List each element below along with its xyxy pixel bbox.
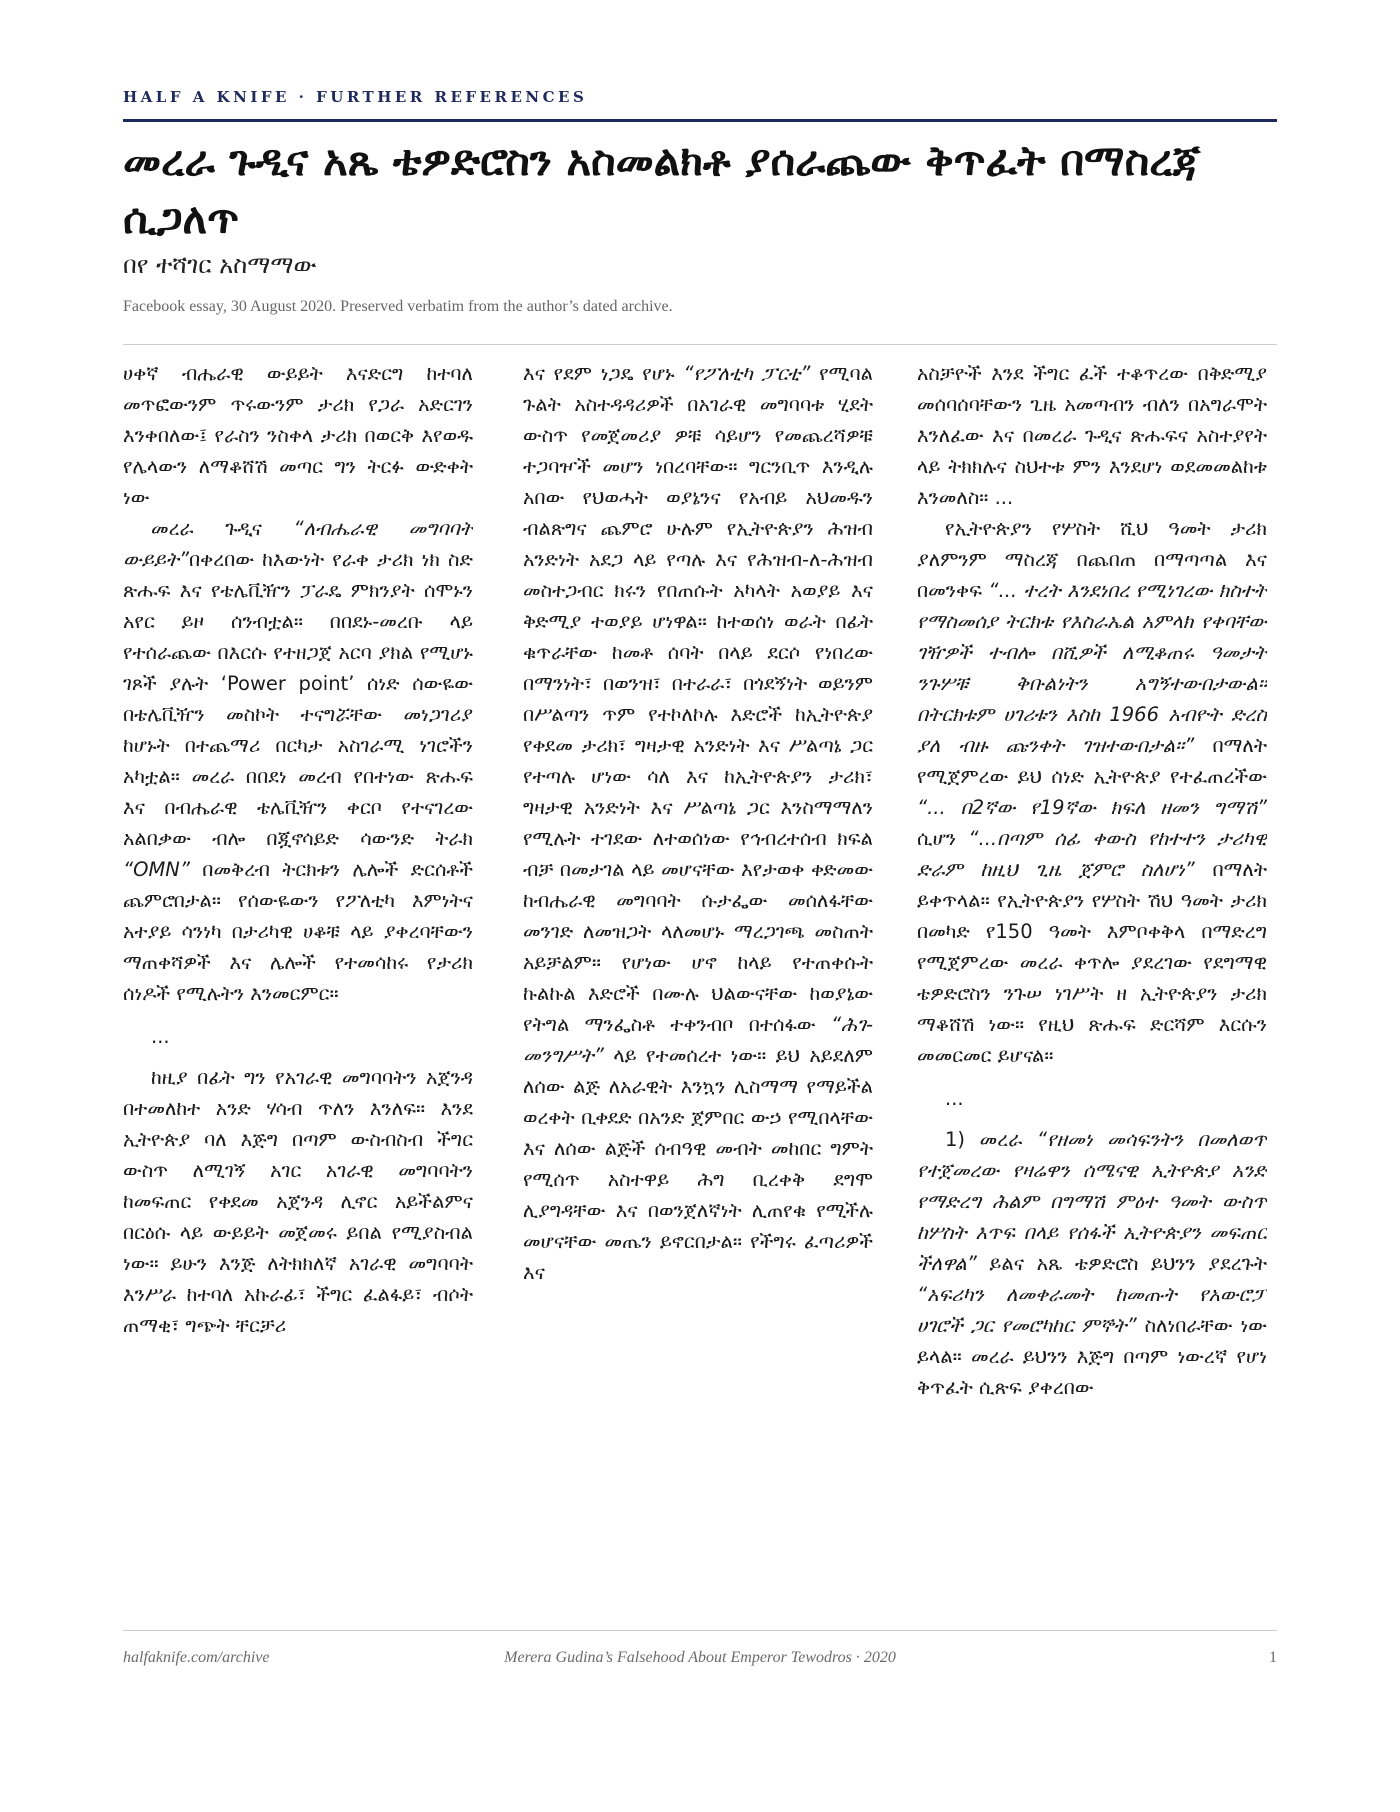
quote: “አፍሪካን ለመቀራመት ከመጡት የአውሮፓ ሀገሮች ጋር የመሮካከር ምኞት” [917,1283,1267,1337]
quote: “...በጣም ሰፊ ቀውስ የከተተን ታሪካዊ ድራም ከዚህ ጊዜ ጀምሮ ስለሆነ” [917,827,1267,881]
text-run: መረራ ጉዲና [151,517,294,540]
quote: “... በ2ኛው የ19ኛው ክፍለ ዘመን ግማሽ” [917,796,1267,819]
paragraph [123,513,473,1009]
kicker-rule [123,119,1277,122]
text-run: እና የደም ነጋዴ የሆኑ [523,362,684,385]
quote: “... ተረት እንደነበረ የሚነገረው ክስተት የማስመሰያ ትርክቱ የእስራኤል አምላክ የቀባቸው ገዥዎች ተብሎ በሺዎች ለሚቆጠሩ ዓመታት ንጉሦቹ ቅቡልነትን አግኝተውበታውል። በትርክቱም ሀገሪቱን እስከ 1966 አብዮት ድረስ ያለ ብዙ ጩንቀት ገዝተውበታል።” [917,579,1267,757]
quote: “የፖለቲካ ፓርቲ” [683,362,811,385]
paragraph: ሀቀኛ ብሔራዊ ውይይት እናድርግ ከተባለ መጥፎውንም ጥሩውንም ታሪክ የጋራ አድርገን እንቀበለው፤ የራስን ንስቀላ ታሪክ በወርቅ እየወዱ የሌላውን ለማቆሸሽ መጣር ግን ትርፉ ውድቀት ነው [123,362,473,509]
paragraph [917,513,1267,1071]
text-column-1 [123,358,473,1588]
paragraph: አስቻዮች እንደ ችግር ፈች ተቆጥረው በቅድሚያ መሰባሰባቸውን ጊዜ አመጣብን ብለን በአግራሞት እንለፈው እና በመረራ ጉዲና ጽሑፍና አስተያየት ላይ ትክክሉና ስህተቱ ምን እንደሆነ ወደመመልከቱ እንመለስ። ... [917,362,1267,509]
section-kicker: HALF A KNIFE · FURTHER REFERENCES [123,88,588,106]
page-number: 1 [1269,1649,1277,1666]
text-run: ላይ የተመሰረተ ነው። ይህ አይደለም ለሰው ልጅ ለአራዊት እንኳን ሊስማማ የማይችል ወረቀት ቢቀደድ በአንድ ጀምበር ውኃ የሚበላቸው እና ለሰው ልጅች ሰብዓዊ መብት መከበር ግምት የሚሰጥ አስተዋይ ሕግ ቢረቀቅ ደግሞ ሊያግዳቸው እና በወንጀለኛነት ሊጠየቁ የሚችሉ መሆናቸው መጤን ይኖርበታል። የችግሩ ፈጣሪዎች እና [523,1044,873,1284]
footer-running-title: Merera Gudina’s Falsehood About Emperor Tewodros · 2020 [504,1649,896,1666]
text-run: በማለት ይቀጥላል። የኢትዮጵያን የሦስት ሽህ ዓመት ታሪክ በመካድ የ150 ዓመት እምቦቀቅላ በማድረግ የሚጀምረው መረራ ቀጥሎ ያደረገው የደግማዊ ቴዎድሮስን ንጉሠ ነገሥት ዘ ኢትዮጵያን ታሪክ ማቆሸሽ ነው። የዚህ ጽሑፍ ድርሻም እርሱን መመርመር ይሆናል። [917,858,1267,1067]
text-run: በማለት የሚጀምረው ይህ ሰነድ ኢትዮጵያ የተፈጠረችው [917,734,1267,788]
quote: “የዘመነ መሳፍንትን በመለወጥ የተጀመረው የዛሬዋን ሰሜናዊ ኢትዮጵያ አንድ የማድረግ ሕልም በግማሽ ምዕተ ዓመት ውስጥ ከሦስት እጥፍ በላይ የሰፋች ኢትዮጵያን መፍጠር ችለዋል” [917,1128,1267,1275]
author-byline: በየ ተሻገር አስማማው [123,251,317,279]
quote: “ሕገ-መንግሥት” [523,1013,873,1067]
text-run: የኢትዮጵያን የሦስት ሺህ ዓመት ታሪክ ያለምንም ማስረጃ በጨበጠ በማጣጣል እና በመንቀፍ [917,517,1267,602]
text-run: ሲሆን [917,827,969,850]
bottom-divider [123,1630,1277,1631]
text-run: በቀረበው ከእውነት የራቀ ታሪክ ነክ ስድ ጽሑፍ እና የቴሌቪዥን ፓራዴ ምክንያት ሰሞኑን አየር ይዞ ሰንብቷል። በበደኑ-መረቡ ላይ የተሰራጨው በእርሱ የተዘጋጀ አርባ ያክል የሚሆኑ ገጾች ያሉት ‘Power point’ ሰነድ ሰውዬው በቴሌቪዥን መስኮት ተናግሯቸው መነጋገሪያ ከሆኑት በተጨማሪ በርካታ አስገራሚ ነገሮችን አካቷል። መረራ በበደነ መረብ የበተነው ጽሑፍ እና በብሔራዊ ቴሌቪዥን ቀርቦ የተናገረው አልበቃው ብሎ በጇኖሳይድ ሳውንድ ትራክ [123,548,473,850]
text-run: 1) መረራ [945,1128,1037,1151]
text-run: ይልና አጼ ቴዎድሮስ ይህንን ያደረጉት [976,1252,1267,1275]
top-divider [123,344,1277,345]
ellipsis-break: ... [151,1025,170,1048]
quote: “ለብሔራዊ መግባባት ውይይት” [123,517,473,571]
paragraph: ከዚያ በፊት ግን የአገራዊ መግባባትን አጀንዳ በተመለከተ አንድ ሃሳብ ጥለን እንለፍ። እንደ ኢትዮጵያ ባለ እጅግ በጣም ውስብስብ ችግር ውስጥ ለሚገኝ አገር አገራዊ መግባባትን ከመፍጠር የቀደመ አጀንዳ ሊኖር አይችልምና በርዕሱ ላይ ውይይት መጀመሩ ይበል የሚያስብል ነው። ይሁን እንጅ ለትክክለኛ አገራዊ መግባባት እንሥራ ከተባለ አኩራፊ፣ ችግር ፈልፋይ፣ ብሶት ጠማቂ፣ ግጭት ቸርቻሪ [123,1066,473,1337]
source-note: Facebook essay, 30 August 2020. Preserved verbatim from the author’s dated archive. [123,298,673,315]
text-run: የሚባል ጉልት አስተዳዳሪዎች በአገራዊ መግባባቱ ሂደት ውስጥ የመጀመሪያ ዎቹ ሳይሆን የመጨረሻዎቹ ተጋባዦች መሆን ነበረባቸው። ግርንቢጥ እንዲሉ አበው የህወሓት ወያኔንና የአብይ አህመዱን ብልጽግና ጨምሮ ሁሉም የኢትዮጵያን ሕዝብ አንድነት አደጋ ላይ የጣሉ እና የሕዝብ-ለ-ሕዝብ መስተጋብር ክሩን የበጠሱት አካላት አወያይ እና ቅድሚያ ተወያይ ሆነዋል። ከተወሰነ ወራት በፊት ቁጥራቸው ከመቶ ሰባት በላይ ደርሶ የነበረው በማንነት፣ በወንዝ፣ በተራራ፣ በጎደኝነት ወይንም በሥልጣን ጥም የተኮለኮሉ እድሮች ከኢትዮጵያ የቀደመ ታሪክ፣ ግዛታዊ አንድነት እና ሥልጣኔ ጋር የተጣሉ ሆነው ሳለ እና ከኢትዮጵያን ታሪክ፣ ግዛታዊ አንድነት እና ሥልጣኔ ጋር እንስማማለን የሚሉት ተገደው ለተወሰነው የኅብረተሰብ ክፍል ብቻ በመታገል ላይ መሆናቸው እየታወቀ ቀድመው ከብሔራዊ መግባባት ሱታፌው መሰለፋቸው መንገድ ለመዝጋት ላለመሆኑ ማረጋገጫ መስጠት አይቻልም። የሆነው ሆኖ ከላይ የተጠቀሱት ኩልኩል እድሮች በሙሉ ህልውናቸው ከወያኔው የትግል ማንፌስቶ ተቀንብቦ በተሰፋው [523,362,873,1036]
text-column-3 [917,358,1267,1588]
quote: “OMN” [123,858,190,881]
page-title: መረራ ጉዲና አጼ ቴዎድሮስን አስመልክቶ ያሰራጨው ቅጥፈት በማስረጃ ሲጋለጥ [123,136,1201,243]
ellipsis-break: ... [945,1087,964,1110]
text-run: ስለነበራቸው ነው ይላል። መረራ ይህንን እጅግ በጣም ነውረኛ የሆነ ቅጥፈት ሲጽፍ ያቀረበው [917,1314,1267,1399]
footer-archive-link[interactable]: halfaknife.com/archive [123,1649,270,1666]
paragraph [523,358,873,1288]
text-column-2 [523,358,873,1588]
paragraph [917,1124,1267,1403]
text-run: በመቅረብ ትርክቱን ሌሎች ድርሰቶች ጨምሮበታል። የሰውዬውን የፖለቲካ እምነትና አተያይ ሳንነካ በታሪካዊ ሀቆቹ ላይ ያቀረባቸውን ማጠቀሻዎች እና ሌሎች የተመሳከሩ የታሪክ ሰነዶች የሚሉትን እንመርምር። [123,858,473,1005]
